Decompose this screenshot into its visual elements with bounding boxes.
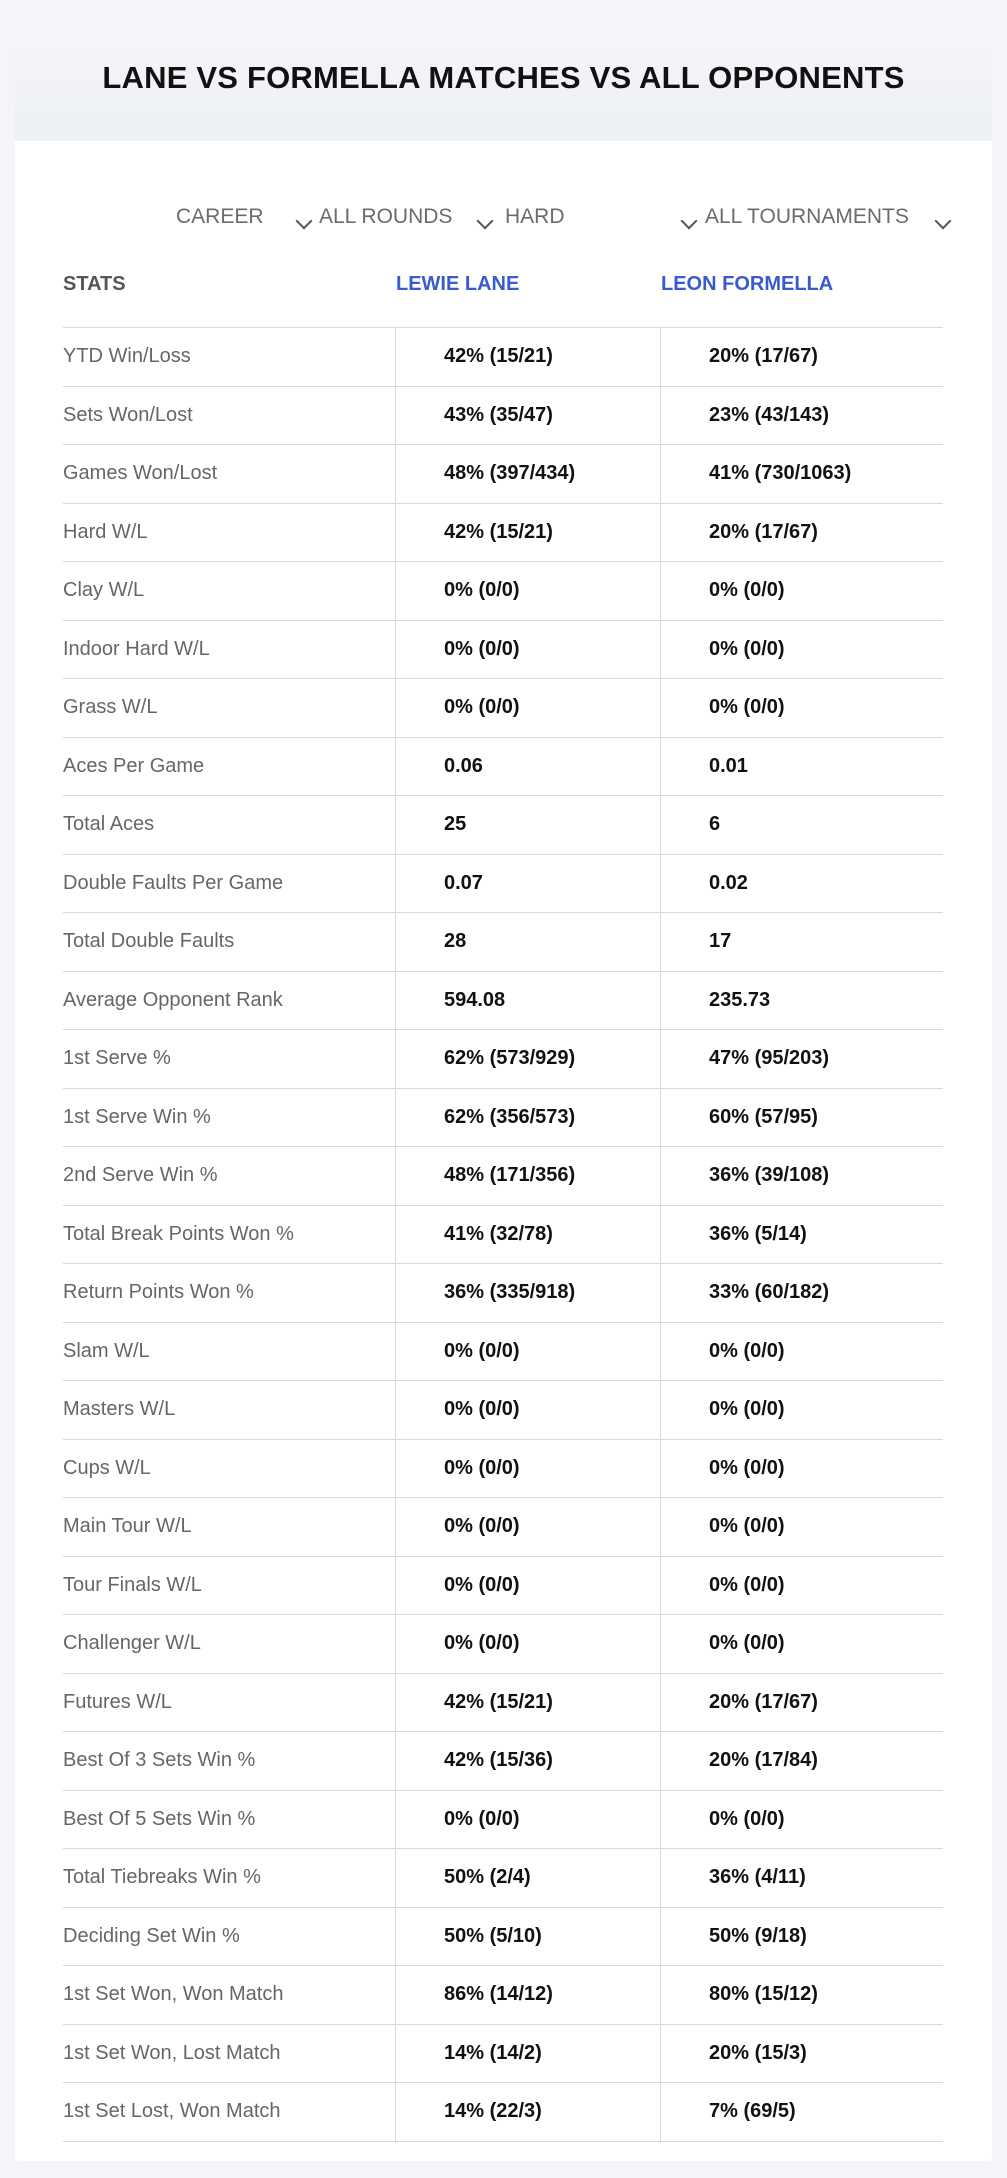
table-row xyxy=(63,328,943,387)
player-1-value: 0% (0/0) xyxy=(395,679,660,737)
stat-name: Challenger W/L xyxy=(63,1632,201,1655)
player-1-value: 62% (573/929) xyxy=(395,1030,660,1088)
stat-name: YTD Win/Loss xyxy=(63,345,191,368)
stat-name: Double Faults Per Game xyxy=(63,871,284,894)
table-row xyxy=(63,679,943,738)
player-2-value: 0% (0/0) xyxy=(660,621,943,679)
chevron-down-icon xyxy=(296,213,313,230)
player-1-value: 0% (0/0) xyxy=(395,1557,660,1615)
player-1-value: 0.07 xyxy=(395,855,660,913)
page-title: LANE VS FORMELLA MATCHES VS ALL OPPONENTS xyxy=(102,60,905,95)
stats-card xyxy=(15,15,992,2161)
stats-table-body xyxy=(63,328,943,2142)
player-2-value: 0% (0/0) xyxy=(660,1557,943,1615)
table-row xyxy=(63,1732,943,1791)
table-row xyxy=(63,1615,943,1674)
player-2-value: 23% (43/143) xyxy=(660,387,943,445)
player-1-value: 0% (0/0) xyxy=(395,1498,660,1556)
player-1-value: 42% (15/21) xyxy=(395,1674,660,1732)
stat-name: Total Tiebreaks Win % xyxy=(63,1866,261,1889)
table-row xyxy=(63,1498,943,1557)
player-2-value: 20% (17/84) xyxy=(660,1732,943,1790)
filter-round-select[interactable] xyxy=(319,197,501,237)
player-1-value: 42% (15/36) xyxy=(395,1732,660,1790)
stat-name: Sets Won/Lost xyxy=(63,403,193,426)
stat-name: Slam W/L xyxy=(63,1339,150,1362)
stat-name: 2nd Serve Win % xyxy=(63,1164,218,1187)
stat-name: Best Of 3 Sets Win % xyxy=(63,1749,256,1772)
table-row xyxy=(63,855,943,914)
player-2-value: 50% (9/18) xyxy=(660,1908,943,1966)
table-row xyxy=(63,913,943,972)
stat-name: Indoor Hard W/L xyxy=(63,637,210,660)
table-row xyxy=(63,1966,943,2025)
table-row xyxy=(63,1264,943,1323)
table-row xyxy=(63,621,943,680)
player-1-value: 0% (0/0) xyxy=(395,1440,660,1498)
player-2-value: 0% (0/0) xyxy=(660,562,943,620)
player-2-value: 0% (0/0) xyxy=(660,1615,943,1673)
stat-name: Hard W/L xyxy=(63,520,148,543)
header-stats: STATS xyxy=(63,273,126,295)
player-2-value: 0% (0/0) xyxy=(660,1791,943,1849)
table-row xyxy=(63,2025,943,2084)
table-row xyxy=(63,1440,943,1499)
player-1-value: 25 xyxy=(395,796,660,854)
table-header xyxy=(63,255,943,328)
filter-bar xyxy=(15,185,992,255)
table-row xyxy=(63,1089,943,1148)
player-1-value: 0.06 xyxy=(395,738,660,796)
stat-name: Cups W/L xyxy=(63,1456,151,1479)
player-1-value: 0% (0/0) xyxy=(395,562,660,620)
table-row xyxy=(63,1030,943,1089)
player-1-value: 50% (5/10) xyxy=(395,1908,660,1966)
filter-period-label: CAREER xyxy=(176,205,264,228)
player-1-value: 86% (14/12) xyxy=(395,1966,660,2024)
table-row xyxy=(63,1791,943,1850)
player-2-value: 80% (15/12) xyxy=(660,1966,943,2024)
filter-surface-label: HARD xyxy=(505,205,565,228)
player-1-value: 41% (32/78) xyxy=(395,1206,660,1264)
table-row xyxy=(63,738,943,797)
player-2-value: 33% (60/182) xyxy=(660,1264,943,1322)
player-1-value: 62% (356/573) xyxy=(395,1089,660,1147)
chevron-down-icon xyxy=(477,213,494,230)
stat-name: Best Of 5 Sets Win % xyxy=(63,1807,256,1830)
player-2-value: 41% (730/1063) xyxy=(660,445,943,503)
player-1-value: 48% (171/356) xyxy=(395,1147,660,1205)
player-2-value: 17 xyxy=(660,913,943,971)
player-1-value: 48% (397/434) xyxy=(395,445,660,503)
player-2-value: 20% (15/3) xyxy=(660,2025,943,2083)
table-row xyxy=(63,796,943,855)
table-row xyxy=(63,1206,943,1265)
table-row xyxy=(63,387,943,446)
player-2-value: 0% (0/0) xyxy=(660,1381,943,1439)
player-2-value: 0% (0/0) xyxy=(660,1323,943,1381)
stat-name: Return Points Won % xyxy=(63,1281,254,1304)
player-2-value: 7% (69/5) xyxy=(660,2083,943,2141)
filter-period-select[interactable] xyxy=(176,197,319,237)
player-2-value: 0% (0/0) xyxy=(660,1498,943,1556)
player-2-value: 6 xyxy=(660,796,943,854)
stat-name: 1st Set Lost, Won Match xyxy=(63,2100,281,2123)
table-row xyxy=(63,972,943,1031)
page-header xyxy=(15,15,992,141)
player-1-value: 14% (14/2) xyxy=(395,2025,660,2083)
table-row xyxy=(63,504,943,563)
filter-tournament-select[interactable] xyxy=(705,197,955,237)
header-player-2[interactable]: LEON FORMELLA xyxy=(661,273,834,295)
player-1-value: 50% (2/4) xyxy=(395,1849,660,1907)
stat-name: Clay W/L xyxy=(63,579,145,602)
player-1-value: 0% (0/0) xyxy=(395,621,660,679)
player-2-value: 0.01 xyxy=(660,738,943,796)
player-1-value: 42% (15/21) xyxy=(395,328,660,386)
stat-name: Games Won/Lost xyxy=(63,462,218,485)
stat-name: Main Tour W/L xyxy=(63,1515,192,1538)
table-row xyxy=(63,1147,943,1206)
player-2-value: 20% (17/67) xyxy=(660,504,943,562)
stat-name: Deciding Set Win % xyxy=(63,1924,240,1947)
stat-name: Futures W/L xyxy=(63,1690,172,1713)
player-1-value: 43% (35/47) xyxy=(395,387,660,445)
stat-name: Grass W/L xyxy=(63,696,158,719)
player-1-value: 0% (0/0) xyxy=(395,1381,660,1439)
header-player-1[interactable]: LEWIE LANE xyxy=(396,273,520,295)
stat-name: 1st Serve Win % xyxy=(63,1105,211,1128)
player-2-value: 47% (95/203) xyxy=(660,1030,943,1088)
filter-tournament-label: ALL TOURNAMENTS xyxy=(705,205,909,228)
stat-name: Average Opponent Rank xyxy=(63,988,283,1011)
player-1-value: 28 xyxy=(395,913,660,971)
stat-name: 1st Set Won, Lost Match xyxy=(63,2041,281,2064)
table-row xyxy=(63,1323,943,1382)
player-2-value: 36% (5/14) xyxy=(660,1206,943,1264)
stat-name: Total Double Faults xyxy=(63,930,235,953)
player-1-value: 42% (15/21) xyxy=(395,504,660,562)
table-row xyxy=(63,2083,943,2142)
player-2-value: 20% (17/67) xyxy=(660,328,943,386)
stat-name: Total Break Points Won % xyxy=(63,1222,294,1245)
player-1-value: 0% (0/0) xyxy=(395,1323,660,1381)
player-1-value: 0% (0/0) xyxy=(395,1791,660,1849)
table-row xyxy=(63,1849,943,1908)
chevron-down-icon xyxy=(681,213,698,230)
table-row xyxy=(63,1908,943,1967)
player-2-value: 0.02 xyxy=(660,855,943,913)
chevron-down-icon xyxy=(935,213,952,230)
filter-round-label: ALL ROUNDS xyxy=(319,205,453,228)
stat-name: Aces Per Game xyxy=(63,754,205,777)
player-1-value: 0% (0/0) xyxy=(395,1615,660,1673)
player-2-value: 36% (4/11) xyxy=(660,1849,943,1907)
player-1-value: 14% (22/3) xyxy=(395,2083,660,2141)
stat-name: Total Aces xyxy=(63,813,155,836)
table-row xyxy=(63,1557,943,1616)
player-2-value: 0% (0/0) xyxy=(660,679,943,737)
player-2-value: 20% (17/67) xyxy=(660,1674,943,1732)
table-row xyxy=(63,562,943,621)
player-2-value: 0% (0/0) xyxy=(660,1440,943,1498)
table-row xyxy=(63,445,943,504)
filter-surface-select[interactable] xyxy=(505,197,701,237)
player-1-value: 36% (335/918) xyxy=(395,1264,660,1322)
stat-name: Masters W/L xyxy=(63,1398,176,1421)
player-2-value: 60% (57/95) xyxy=(660,1089,943,1147)
player-2-value: 235.73 xyxy=(660,972,943,1030)
stat-name: 1st Set Won, Won Match xyxy=(63,1983,284,2006)
player-2-value: 36% (39/108) xyxy=(660,1147,943,1205)
stat-name: Tour Finals W/L xyxy=(63,1573,202,1596)
table-row xyxy=(63,1674,943,1733)
stat-name: 1st Serve % xyxy=(63,1047,171,1070)
player-1-value: 594.08 xyxy=(395,972,660,1030)
table-row xyxy=(63,1381,943,1440)
